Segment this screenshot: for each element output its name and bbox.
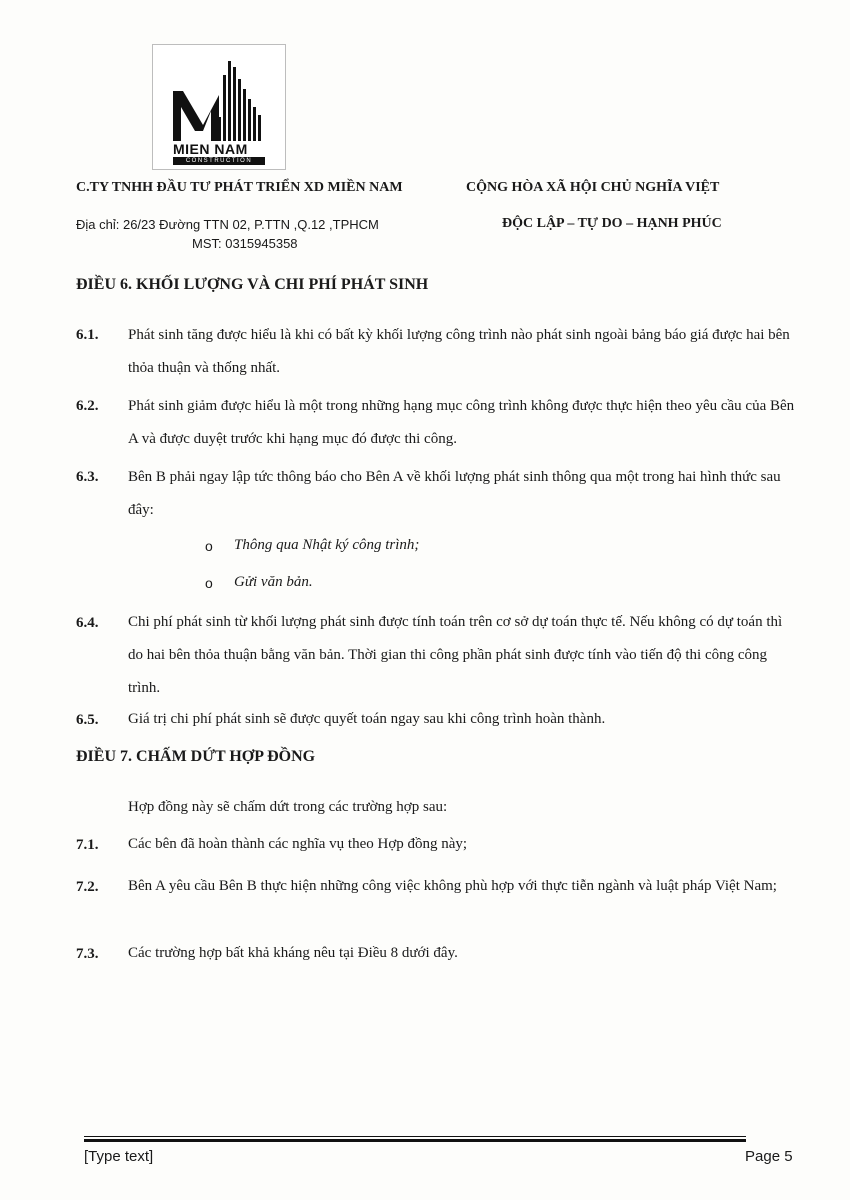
article-7-intro: Hợp đồng này sẽ chấm dứt trong các trường hợp sau: [128, 799, 448, 815]
logo-wordmark: MIEN NAM [173, 141, 248, 157]
item-text: Phát sinh giảm được hiểu là một trong những hạng mục công trình không được thực hiện theo yêu cầu của Bên A và được duyệt trước khi hạng mục đó được thi công. [128, 398, 795, 447]
page-number: Page 5 [745, 1148, 793, 1165]
footer-divider-thick [84, 1139, 746, 1142]
article-6-heading: ĐIỀU 6. KHỐI LƯỢNG VÀ CHI PHÍ PHÁT SINH [76, 276, 429, 293]
bullet-text: Thông qua Nhật ký công trình; [234, 537, 420, 553]
logo-tagline: CONSTRUCTION [173, 157, 265, 165]
item-text: Giá trị chi phí phát sinh sẽ được quyết toán ngay sau khi công trình hoàn thành. [128, 711, 606, 727]
footer-divider [84, 1136, 746, 1137]
item-number: 6.5. [76, 712, 99, 728]
company-logo [152, 44, 286, 170]
bullet-text: Gửi văn bản. [234, 574, 313, 590]
building-m-logo-icon [171, 55, 271, 141]
bullet-marker: o [205, 538, 213, 554]
item-number: 6.4. [76, 615, 99, 631]
item-number: 6.3. [76, 469, 99, 485]
item-number: 6.1. [76, 327, 99, 343]
bullet-marker: o [205, 575, 213, 591]
item-text: Bên B phải ngay lập tức thông báo cho Bên A về khối lượng phát sinh thông qua một trong hai hình thức sau đây: [128, 469, 781, 518]
item-number: 6.2. [76, 398, 99, 414]
article-7-heading: ĐIỀU 7. CHẤM DỨT HỢP ĐỒNG [76, 748, 316, 765]
item-text: Các bên đã hoàn thành các nghĩa vụ theo Hợp đồng này; [128, 836, 468, 852]
item-number: 7.3. [76, 946, 99, 962]
company-name: C.TY TNHH ĐẦU TƯ PHÁT TRIỂN XD MIỀN NAM [76, 180, 403, 195]
company-tax-code: MST: 0315945358 [192, 236, 298, 251]
item-text: Phát sinh tăng được hiểu là khi có bất kỳ khối lượng công trình nào phát sinh ngoài bảng báo giá được hai bên thỏa thuận và thống nhất. [128, 327, 790, 376]
national-motto: ĐỘC LẬP – TỰ DO – HẠNH PHÚC [502, 216, 722, 231]
item-text: Các trường hợp bất khả kháng nêu tại Điều 8 dưới đây. [128, 945, 458, 961]
item-number: 7.2. [76, 879, 99, 895]
company-address: Địa chỉ: 26/23 Đường TTN 02, P.TTN ,Q.12 ,TPHCM [76, 217, 379, 232]
national-title: CỘNG HÒA XÃ HỘI CHỦ NGHĨA VIỆT [466, 180, 720, 195]
item-number: 7.1. [76, 837, 99, 853]
item-text: Bên A yêu cầu Bên B thực hiện những công việc không phù hợp với thực tiễn ngành và luật pháp Việt Nam; [128, 878, 777, 894]
item-text: Chi phí phát sinh từ khối lượng phát sinh được tính toán trên cơ sở dự toán thực tế. Nếu không có dự toán thì do hai bên thỏa thuận bằng văn bản. Thời gian thi công phần phát sinh được tính vào tiến độ thi công công trình. [128, 614, 783, 696]
footer-placeholder-text: [Type text] [84, 1148, 154, 1165]
